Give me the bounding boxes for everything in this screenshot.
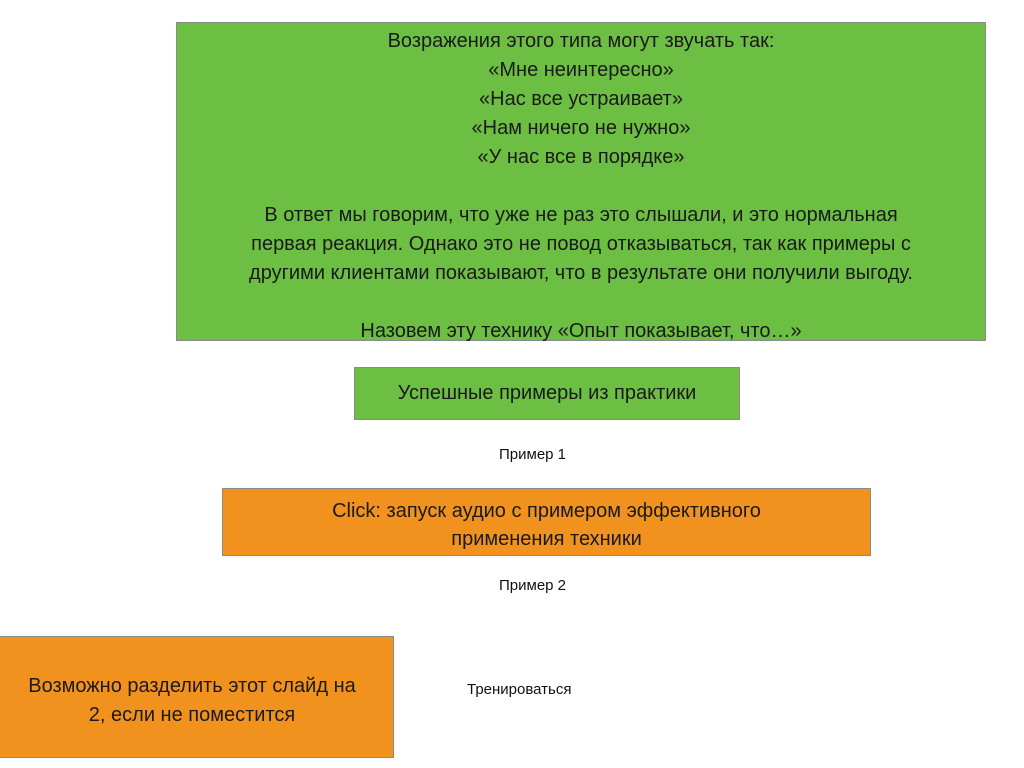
note-line1: Возможно разделить этот слайд на (28, 675, 356, 697)
objection-quote: «Мне неинтересно» (488, 59, 674, 81)
objection-text-box (176, 22, 986, 341)
objection-quote: «У нас все в порядке» (477, 146, 685, 168)
answer-line: В ответ мы говорим, что уже не раз это слышали, и это нормальная (264, 204, 898, 226)
intro-line: Возражения этого типа могут звучать так: (387, 30, 775, 52)
success-examples-button[interactable] (354, 367, 740, 420)
objection-quote: «Нас все устраивает» (479, 88, 683, 110)
example-1-link[interactable]: Пример 1 (499, 446, 567, 463)
objection-quote: «Нам ничего не нужно» (471, 117, 691, 139)
audio-button-line2: применения техники (451, 528, 642, 550)
play-audio-button[interactable] (222, 488, 871, 556)
technique-line: Назовем эту технику «Опыт показывает, что…» (360, 320, 802, 342)
split-slide-note (0, 636, 394, 758)
answer-line: первая реакция. Однако это не повод отказываться, так как примеры с (251, 233, 911, 255)
audio-button-line1: Click: запуск аудио с примером эффективного (332, 500, 761, 522)
train-link[interactable]: Тренироваться (467, 681, 572, 698)
answer-line: другими клиентами показывают, что в результате они получили выгоду. (249, 262, 913, 284)
note-line2: 2, если не поместится (88, 704, 296, 726)
success-examples-label: Успешные примеры из практики (397, 382, 697, 404)
example-2-link[interactable]: Пример 2 (499, 577, 567, 594)
